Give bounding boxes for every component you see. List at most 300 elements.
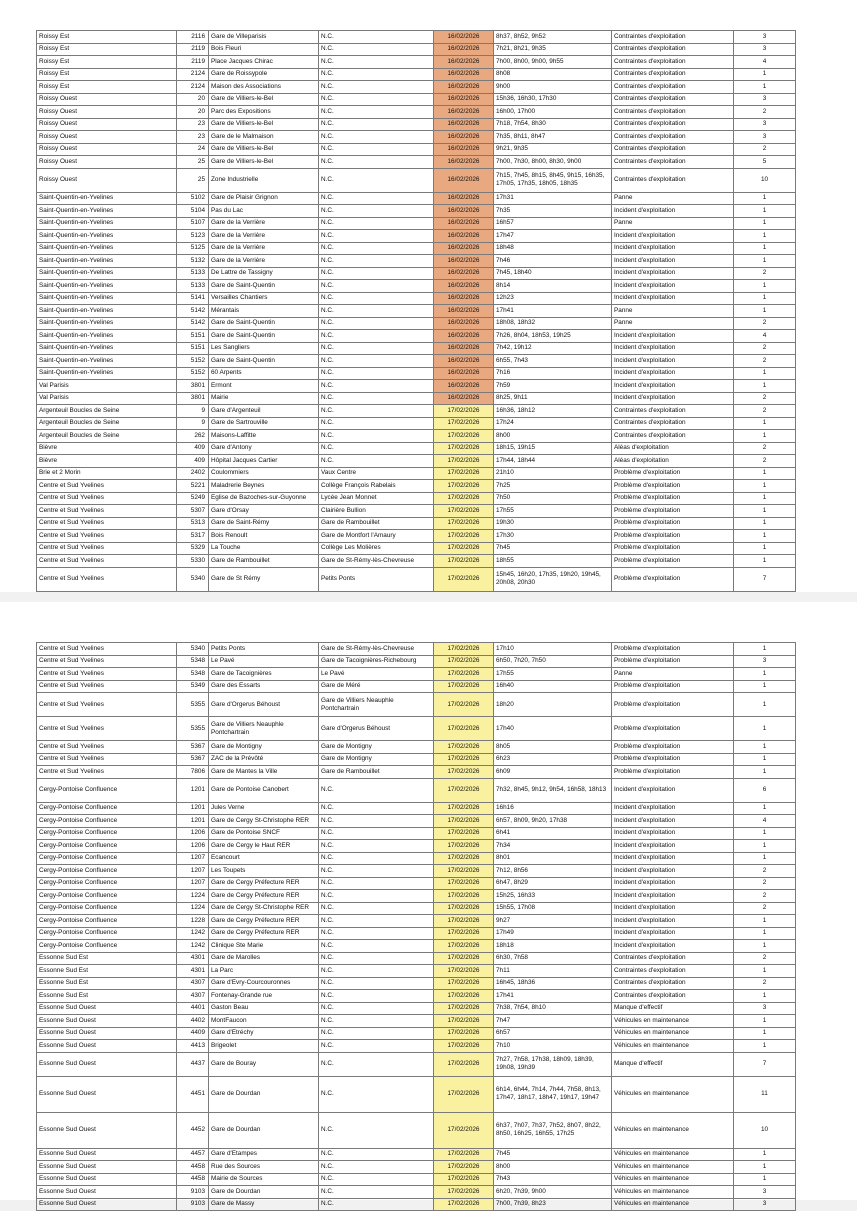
table-row	[37, 68, 796, 81]
destination-cell: Gare de Rambouillet	[319, 517, 434, 530]
table-row	[37, 355, 796, 368]
reason-cell: Problème d'exploitation	[612, 492, 734, 505]
date-cell: 16/02/2026	[434, 93, 494, 106]
count-cell: 1	[734, 1161, 796, 1174]
network-cell: Centre et Sud Yvelines	[37, 753, 177, 766]
table-row	[37, 852, 796, 865]
destination-cell: N.C.	[319, 1112, 434, 1148]
count-cell: 1	[734, 492, 796, 505]
destination-cell: N.C.	[319, 1148, 434, 1161]
destination-cell: Collège François Rabelais	[319, 480, 434, 493]
origin-stop-cell: Gare de Dourdan	[209, 1076, 319, 1112]
date-cell: 16/02/2026	[434, 330, 494, 343]
network-cell: Argenteuil Boucles de Seine	[37, 417, 177, 430]
departure-times-cell: 7h26, 8h04, 18h53, 19h25	[494, 330, 612, 343]
table-row	[37, 555, 796, 568]
network-cell: Brie et 2 Morin	[37, 467, 177, 480]
departure-times-cell: 16h16	[494, 802, 612, 815]
table-row	[37, 1161, 796, 1174]
departure-times-cell: 17h24	[494, 417, 612, 430]
count-cell: 1	[734, 852, 796, 865]
destination-cell: N.C.	[319, 143, 434, 156]
count-cell: 1	[734, 680, 796, 693]
count-cell: 1	[734, 802, 796, 815]
network-cell: Centre et Sud Yvelines	[37, 741, 177, 754]
line-number-cell: 25	[177, 156, 209, 169]
line-number-cell: 262	[177, 430, 209, 443]
departure-times-cell: 7h00, 7h39, 8h23	[494, 1198, 612, 1211]
table-row	[37, 741, 796, 754]
table-row	[37, 367, 796, 380]
table-row	[37, 1052, 796, 1076]
network-cell: Val Parisis	[37, 392, 177, 405]
destination-cell: N.C.	[319, 1186, 434, 1199]
destination-cell: N.C.	[319, 81, 434, 94]
departure-times-cell: 21h10	[494, 467, 612, 480]
origin-stop-cell: Gare de Massy	[209, 1198, 319, 1211]
count-cell: 3	[734, 43, 796, 56]
destination-cell: N.C.	[319, 118, 434, 131]
table-row	[37, 952, 796, 965]
date-cell: 16/02/2026	[434, 192, 494, 205]
count-cell: 1	[734, 915, 796, 928]
line-number-cell: 4437	[177, 1052, 209, 1076]
table-row	[37, 840, 796, 853]
destination-cell: N.C.	[319, 840, 434, 853]
network-cell: Essonne Sud Ouest	[37, 1076, 177, 1112]
reason-cell: Incident d'exploitation	[612, 940, 734, 953]
network-cell: Essonne Sud Ouest	[37, 1015, 177, 1028]
count-cell: 3	[734, 131, 796, 144]
table-row	[37, 455, 796, 468]
line-number-cell: 1207	[177, 852, 209, 865]
departure-times-cell: 7h21, 8h21, 9h35	[494, 43, 612, 56]
reason-cell: Incident d'exploitation	[612, 330, 734, 343]
reason-cell: Contraintes d'exploitation	[612, 106, 734, 119]
line-number-cell: 1228	[177, 915, 209, 928]
origin-stop-cell: La Touche	[209, 542, 319, 555]
line-number-cell: 3801	[177, 380, 209, 393]
departure-times-cell: 6h50, 7h20, 7h50	[494, 655, 612, 668]
line-number-cell: 2119	[177, 43, 209, 56]
disruption-table-1	[36, 30, 796, 592]
line-number-cell: 4301	[177, 952, 209, 965]
reason-cell: Panne	[612, 305, 734, 318]
network-cell: Essonne Sud Ouest	[37, 1148, 177, 1161]
destination-cell: Gare de St-Rémy-lès-Chevreuse	[319, 643, 434, 656]
reason-cell: Contraintes d'exploitation	[612, 56, 734, 69]
destination-cell: N.C.	[319, 1015, 434, 1028]
departure-times-cell: 7h45	[494, 1148, 612, 1161]
table-row	[37, 965, 796, 978]
network-cell: Centre et Sud Yvelines	[37, 567, 177, 591]
network-cell: Essonne Sud Est	[37, 977, 177, 990]
line-number-cell: 5330	[177, 555, 209, 568]
line-number-cell: 5348	[177, 655, 209, 668]
destination-cell: N.C.	[319, 43, 434, 56]
table-row	[37, 1173, 796, 1186]
date-cell: 16/02/2026	[434, 56, 494, 69]
date-cell: 17/02/2026	[434, 852, 494, 865]
destination-cell: N.C.	[319, 902, 434, 915]
origin-stop-cell: Gare d'Argenteuil	[209, 405, 319, 418]
count-cell: 2	[734, 877, 796, 890]
destination-cell: N.C.	[319, 292, 434, 305]
departure-times-cell: 6h55, 7h43	[494, 355, 612, 368]
line-number-cell: 5340	[177, 567, 209, 591]
date-cell: 17/02/2026	[434, 902, 494, 915]
line-number-cell: 5133	[177, 280, 209, 293]
date-cell: 16/02/2026	[434, 156, 494, 169]
line-number-cell: 4402	[177, 1015, 209, 1028]
date-cell: 16/02/2026	[434, 81, 494, 94]
table-row	[37, 43, 796, 56]
network-cell: Saint-Quentin-en-Yvelines	[37, 330, 177, 343]
date-cell: 17/02/2026	[434, 877, 494, 890]
departure-times-cell: 7h27, 7h58, 17h38, 18h09, 18h39, 19h08, 19h39	[494, 1052, 612, 1076]
date-cell: 17/02/2026	[434, 990, 494, 1003]
network-cell: Cergy-Pontoise Confluence	[37, 927, 177, 940]
departure-times-cell: 17h41	[494, 990, 612, 1003]
count-cell: 1	[734, 1148, 796, 1161]
count-cell: 1	[734, 717, 796, 741]
count-cell: 1	[734, 255, 796, 268]
reason-cell: Incident d'exploitation	[612, 367, 734, 380]
count-cell: 1	[734, 766, 796, 779]
reason-cell: Incident d'exploitation	[612, 840, 734, 853]
departure-times-cell: 6h41	[494, 827, 612, 840]
origin-stop-cell: Jules Verne	[209, 802, 319, 815]
departure-times-cell: 6h23	[494, 753, 612, 766]
reason-cell: Contraintes d'exploitation	[612, 81, 734, 94]
line-number-cell: 2124	[177, 68, 209, 81]
destination-cell: Gare de St-Rémy-lès-Chevreuse	[319, 555, 434, 568]
network-cell: Cergy-Pontoise Confluence	[37, 840, 177, 853]
reason-cell: Problème d'exploitation	[612, 467, 734, 480]
origin-stop-cell: Brigeolet	[209, 1040, 319, 1053]
line-number-cell: 5123	[177, 230, 209, 243]
origin-stop-cell: Les Toupets	[209, 865, 319, 878]
destination-cell: N.C.	[319, 1052, 434, 1076]
count-cell: 4	[734, 330, 796, 343]
network-cell: Saint-Quentin-en-Yvelines	[37, 342, 177, 355]
date-cell: 16/02/2026	[434, 43, 494, 56]
date-cell: 17/02/2026	[434, 965, 494, 978]
count-cell: 1	[734, 292, 796, 305]
date-cell: 17/02/2026	[434, 952, 494, 965]
network-cell: Bièvre	[37, 442, 177, 455]
date-cell: 16/02/2026	[434, 230, 494, 243]
line-number-cell: 1206	[177, 840, 209, 853]
reason-cell: Incident d'exploitation	[612, 852, 734, 865]
departure-times-cell: 7h11	[494, 965, 612, 978]
reason-cell: Véhicules en maintenance	[612, 1186, 734, 1199]
network-cell: Argenteuil Boucles de Seine	[37, 405, 177, 418]
destination-cell: Collège Les Molières	[319, 542, 434, 555]
table-row	[37, 530, 796, 543]
reason-cell: Problème d'exploitation	[612, 542, 734, 555]
date-cell: 17/02/2026	[434, 1052, 494, 1076]
origin-stop-cell: De Lattre de Tassigny	[209, 267, 319, 280]
date-cell: 16/02/2026	[434, 68, 494, 81]
date-cell: 17/02/2026	[434, 1002, 494, 1015]
origin-stop-cell: Mairie	[209, 392, 319, 405]
line-number-cell: 9103	[177, 1186, 209, 1199]
line-number-cell: 5151	[177, 330, 209, 343]
departure-times-cell: 7h35, 8h11, 8h47	[494, 131, 612, 144]
line-number-cell: 5317	[177, 530, 209, 543]
date-cell: 17/02/2026	[434, 693, 494, 717]
line-number-cell: 5367	[177, 753, 209, 766]
reason-cell: Problème d'exploitation	[612, 555, 734, 568]
count-cell: 1	[734, 940, 796, 953]
table-row	[37, 81, 796, 94]
date-cell: 17/02/2026	[434, 840, 494, 853]
reason-cell: Problème d'exploitation	[612, 680, 734, 693]
reason-cell: Problème d'exploitation	[612, 480, 734, 493]
reason-cell: Incident d'exploitation	[612, 890, 734, 903]
table-row	[37, 230, 796, 243]
date-cell: 17/02/2026	[434, 1161, 494, 1174]
reason-cell: Incident d'exploitation	[612, 778, 734, 802]
destination-cell: N.C.	[319, 267, 434, 280]
network-cell: Centre et Sud Yvelines	[37, 480, 177, 493]
departure-times-cell: 17h47	[494, 230, 612, 243]
origin-stop-cell: Gare de Plaisir Grignon	[209, 192, 319, 205]
count-cell: 2	[734, 865, 796, 878]
table-row	[37, 192, 796, 205]
origin-stop-cell: Fontenay-Grande rue	[209, 990, 319, 1003]
destination-cell: N.C.	[319, 990, 434, 1003]
reason-cell: Contraintes d'exploitation	[612, 952, 734, 965]
destination-cell: N.C.	[319, 392, 434, 405]
count-cell: 1	[734, 81, 796, 94]
table-row	[37, 542, 796, 555]
line-number-cell: 9	[177, 405, 209, 418]
destination-cell: N.C.	[319, 317, 434, 330]
count-cell: 1	[734, 840, 796, 853]
date-cell: 17/02/2026	[434, 766, 494, 779]
count-cell: 2	[734, 902, 796, 915]
network-cell: Roissy Est	[37, 43, 177, 56]
network-cell: Saint-Quentin-en-Yvelines	[37, 367, 177, 380]
destination-cell: N.C.	[319, 230, 434, 243]
date-cell: 16/02/2026	[434, 342, 494, 355]
network-cell: Cergy-Pontoise Confluence	[37, 940, 177, 953]
reason-cell: Panne	[612, 317, 734, 330]
table-row	[37, 766, 796, 779]
departure-times-cell: 17h40	[494, 717, 612, 741]
origin-stop-cell: Gare de Villeparisis	[209, 31, 319, 44]
destination-cell: N.C.	[319, 380, 434, 393]
line-number-cell: 1224	[177, 902, 209, 915]
origin-stop-cell: Gare de Sartrouville	[209, 417, 319, 430]
destination-cell: N.C.	[319, 156, 434, 169]
network-cell: Centre et Sud Yvelines	[37, 668, 177, 681]
reason-cell: Incident d'exploitation	[612, 205, 734, 218]
reason-cell: Incident d'exploitation	[612, 342, 734, 355]
table-row	[37, 902, 796, 915]
destination-cell: N.C.	[319, 106, 434, 119]
date-cell: 17/02/2026	[434, 480, 494, 493]
destination-cell: N.C.	[319, 1027, 434, 1040]
table-row	[37, 292, 796, 305]
departure-times-cell: 17h55	[494, 668, 612, 681]
table-row	[37, 156, 796, 169]
line-number-cell: 5125	[177, 242, 209, 255]
origin-stop-cell: Gare de Rambouillet	[209, 555, 319, 568]
line-number-cell: 2124	[177, 81, 209, 94]
destination-cell: Petits Ponts	[319, 567, 434, 591]
count-cell: 10	[734, 1112, 796, 1148]
destination-cell: N.C.	[319, 168, 434, 192]
date-cell: 17/02/2026	[434, 467, 494, 480]
destination-cell: N.C.	[319, 417, 434, 430]
reason-cell: Contraintes d'exploitation	[612, 168, 734, 192]
reason-cell: Incident d'exploitation	[612, 230, 734, 243]
count-cell: 11	[734, 1076, 796, 1112]
origin-stop-cell: Gare de la Verrière	[209, 230, 319, 243]
destination-cell: N.C.	[319, 330, 434, 343]
destination-cell: N.C.	[319, 890, 434, 903]
line-number-cell: 5349	[177, 680, 209, 693]
count-cell: 3	[734, 655, 796, 668]
reason-cell: Problème d'exploitation	[612, 643, 734, 656]
reason-cell: Contraintes d'exploitation	[612, 430, 734, 443]
date-cell: 17/02/2026	[434, 778, 494, 802]
destination-cell: Lycée Jean Monnet	[319, 492, 434, 505]
reason-cell: Panne	[612, 668, 734, 681]
network-cell: Saint-Quentin-en-Yvelines	[37, 255, 177, 268]
reason-cell: Contraintes d'exploitation	[612, 990, 734, 1003]
line-number-cell: 5307	[177, 505, 209, 518]
departure-times-cell: 19h30	[494, 517, 612, 530]
date-cell: 17/02/2026	[434, 915, 494, 928]
reason-cell: Problème d'exploitation	[612, 530, 734, 543]
network-cell: Roissy Est	[37, 81, 177, 94]
count-cell: 7	[734, 1052, 796, 1076]
departure-times-cell: 7h46	[494, 255, 612, 268]
count-cell: 2	[734, 455, 796, 468]
departure-times-cell: 7h32, 8h45, 9h12, 9h54, 16h58, 18h13	[494, 778, 612, 802]
date-cell: 16/02/2026	[434, 31, 494, 44]
origin-stop-cell: Gare de Villiers-le-Bel	[209, 143, 319, 156]
count-cell: 2	[734, 952, 796, 965]
count-cell: 1	[734, 417, 796, 430]
departure-times-cell: 7h00, 8h00, 9h00, 9h55	[494, 56, 612, 69]
date-cell: 16/02/2026	[434, 217, 494, 230]
origin-stop-cell: Gare d'Orsay	[209, 505, 319, 518]
count-cell: 3	[734, 1198, 796, 1211]
origin-stop-cell: Ecancourt	[209, 852, 319, 865]
origin-stop-cell: Gare d'Antony	[209, 442, 319, 455]
table-row	[37, 717, 796, 741]
reason-cell: Incident d'exploitation	[612, 255, 734, 268]
destination-cell: Gare de Méré	[319, 680, 434, 693]
date-cell: 17/02/2026	[434, 1148, 494, 1161]
line-number-cell: 5340	[177, 643, 209, 656]
departure-times-cell: 7h38, 7h54, 8h10	[494, 1002, 612, 1015]
network-cell: Argenteuil Boucles de Seine	[37, 430, 177, 443]
origin-stop-cell: Les Sangliers	[209, 342, 319, 355]
reason-cell: Contraintes d'exploitation	[612, 405, 734, 418]
destination-cell: N.C.	[319, 430, 434, 443]
network-cell: Essonne Sud Ouest	[37, 1112, 177, 1148]
count-cell: 1	[734, 693, 796, 717]
origin-stop-cell: Hôpital Jacques Cartier	[209, 455, 319, 468]
destination-cell: N.C.	[319, 877, 434, 890]
date-cell: 16/02/2026	[434, 118, 494, 131]
table-row	[37, 430, 796, 443]
network-cell: Roissy Est	[37, 56, 177, 69]
reason-cell: Incident d'exploitation	[612, 815, 734, 828]
network-cell: Roissy Ouest	[37, 118, 177, 131]
network-cell: Essonne Sud Ouest	[37, 1198, 177, 1211]
destination-cell: Vaux Centre	[319, 467, 434, 480]
destination-cell: Gare de Tacoignières-Richebourg	[319, 655, 434, 668]
network-cell: Essonne Sud Ouest	[37, 1052, 177, 1076]
line-number-cell: 4307	[177, 977, 209, 990]
origin-stop-cell: Gare de Cergy St-Christophe RER	[209, 902, 319, 915]
destination-cell: N.C.	[319, 93, 434, 106]
network-cell: Essonne Sud Est	[37, 965, 177, 978]
departure-times-cell: 7h45, 18h40	[494, 267, 612, 280]
line-number-cell: 4413	[177, 1040, 209, 1053]
count-cell: 1	[734, 217, 796, 230]
date-cell: 16/02/2026	[434, 267, 494, 280]
origin-stop-cell: Gare d'Orgerus Béhoust	[209, 693, 319, 717]
origin-stop-cell: Gare d'Etréchy	[209, 1027, 319, 1040]
reason-cell: Incident d'exploitation	[612, 267, 734, 280]
date-cell: 17/02/2026	[434, 741, 494, 754]
date-cell: 16/02/2026	[434, 143, 494, 156]
origin-stop-cell: Eglise de Bazoches-sur-Guyonne	[209, 492, 319, 505]
line-number-cell: 3801	[177, 392, 209, 405]
destination-cell: N.C.	[319, 815, 434, 828]
destination-cell: N.C.	[319, 977, 434, 990]
count-cell: 2	[734, 342, 796, 355]
origin-stop-cell: Gare de Saint-Quentin	[209, 355, 319, 368]
departure-times-cell: 9h27	[494, 915, 612, 928]
network-cell: Saint-Quentin-en-Yvelines	[37, 192, 177, 205]
destination-cell: Gare de Montigny	[319, 741, 434, 754]
origin-stop-cell: Gare de Cergy Préfecture RER	[209, 890, 319, 903]
origin-stop-cell: Maison des Associations	[209, 81, 319, 94]
departure-times-cell: 7h10	[494, 1040, 612, 1053]
network-cell: Essonne Sud Ouest	[37, 1186, 177, 1199]
table-row	[37, 380, 796, 393]
count-cell: 1	[734, 230, 796, 243]
destination-cell: N.C.	[319, 305, 434, 318]
reason-cell: Incident d'exploitation	[612, 865, 734, 878]
network-cell: Cergy-Pontoise Confluence	[37, 865, 177, 878]
destination-cell: N.C.	[319, 802, 434, 815]
reason-cell: Aléas d'exploitation	[612, 442, 734, 455]
count-cell: 1	[734, 990, 796, 1003]
date-cell: 17/02/2026	[434, 1076, 494, 1112]
line-number-cell: 4307	[177, 990, 209, 1003]
reason-cell: Incident d'exploitation	[612, 380, 734, 393]
departure-times-cell: 15h25, 16h33	[494, 890, 612, 903]
date-cell: 17/02/2026	[434, 492, 494, 505]
count-cell: 2	[734, 405, 796, 418]
origin-stop-cell: Place Jacques Chirac	[209, 56, 319, 69]
origin-stop-cell: La Parc	[209, 965, 319, 978]
reason-cell: Incident d'exploitation	[612, 355, 734, 368]
date-cell: 17/02/2026	[434, 668, 494, 681]
line-number-cell: 5221	[177, 480, 209, 493]
line-number-cell: 5355	[177, 717, 209, 741]
